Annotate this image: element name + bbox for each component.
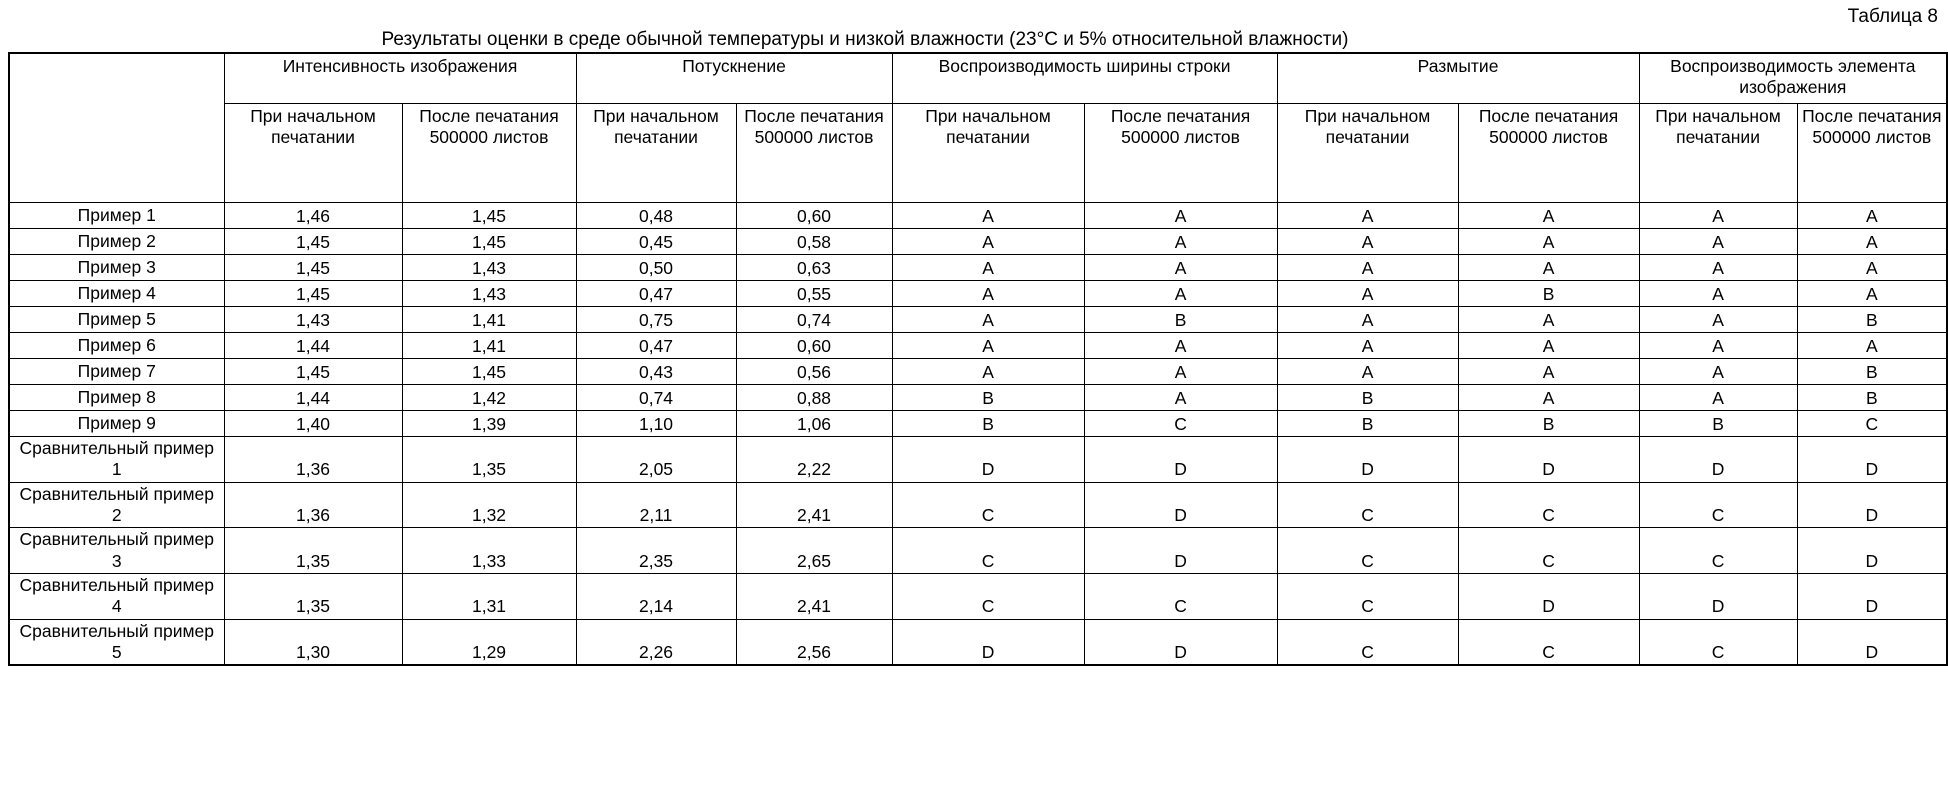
cell-value: D — [1084, 528, 1277, 574]
cell-value: 1,45 — [224, 359, 402, 385]
cell-value: B — [892, 411, 1084, 437]
cell-value: 1,44 — [224, 385, 402, 411]
cell-value: 1,45 — [224, 281, 402, 307]
subheader-row — [9, 104, 1947, 203]
table-row — [9, 385, 1947, 411]
cell-value: 1,41 — [402, 307, 576, 333]
cell-value: A — [1458, 203, 1639, 229]
cell-value: 2,26 — [576, 619, 736, 665]
cell-value: B — [892, 385, 1084, 411]
cell-value: A — [1639, 203, 1797, 229]
cell-value: A — [1639, 307, 1797, 333]
subheader-initial: При начальном печатании — [1639, 104, 1797, 203]
cell-value: A — [892, 281, 1084, 307]
cell-value: 0,74 — [576, 385, 736, 411]
cell-value: 2,41 — [736, 482, 892, 528]
cell-value: B — [1458, 281, 1639, 307]
cell-value: D — [1797, 574, 1947, 620]
cell-value: 1,32 — [402, 482, 576, 528]
cell-value: A — [1277, 307, 1458, 333]
cell-value: 0,47 — [576, 333, 736, 359]
table-row — [9, 574, 1947, 620]
cell-value: 1,35 — [224, 528, 402, 574]
cell-value: D — [1084, 482, 1277, 528]
cell-value: 1,41 — [402, 333, 576, 359]
cell-value: C — [1277, 619, 1458, 665]
row-label: Сравнительный пример 5 — [9, 619, 224, 665]
table-number-label: Таблица 8 — [1847, 6, 1938, 27]
cell-value: C — [1458, 528, 1639, 574]
cell-value: C — [1084, 574, 1277, 620]
cell-value: A — [1084, 385, 1277, 411]
cell-value: A — [1797, 333, 1947, 359]
cell-value: C — [1639, 528, 1797, 574]
cell-value: B — [1084, 307, 1277, 333]
cell-value: A — [1639, 229, 1797, 255]
cell-value: 1,44 — [224, 333, 402, 359]
row-label: Пример 3 — [9, 255, 224, 281]
cell-value: A — [1277, 333, 1458, 359]
cell-value: 1,39 — [402, 411, 576, 437]
row-label: Сравнительный пример 2 — [9, 482, 224, 528]
cell-value: A — [892, 255, 1084, 281]
table-row — [9, 203, 1947, 229]
cell-value: B — [1458, 411, 1639, 437]
cell-value: 0,50 — [576, 255, 736, 281]
cell-value: 0,63 — [736, 255, 892, 281]
subheader-initial: При начальном печатании — [892, 104, 1084, 203]
cell-value: 1,43 — [402, 281, 576, 307]
subheader-initial: При начальном печатании — [576, 104, 736, 203]
cell-value: A — [1797, 255, 1947, 281]
cell-value: C — [1797, 411, 1947, 437]
cell-value: A — [1277, 255, 1458, 281]
cell-value: 1,35 — [224, 574, 402, 620]
cell-value: 0,88 — [736, 385, 892, 411]
table-row — [9, 482, 1947, 528]
cell-value: 0,74 — [736, 307, 892, 333]
cell-value: A — [1458, 359, 1639, 385]
group-header-row — [9, 53, 1947, 104]
cell-value: D — [1639, 437, 1797, 483]
cell-value: D — [1797, 528, 1947, 574]
row-label: Пример 4 — [9, 281, 224, 307]
cell-value: A — [1458, 333, 1639, 359]
cell-value: 1,06 — [736, 411, 892, 437]
cell-value: 1,36 — [224, 482, 402, 528]
row-label: Сравнительный пример 1 — [9, 437, 224, 483]
cell-value: C — [1458, 619, 1639, 665]
cell-value: 1,42 — [402, 385, 576, 411]
cell-value: 1,31 — [402, 574, 576, 620]
cell-value: D — [892, 619, 1084, 665]
table-row — [9, 333, 1947, 359]
row-label: Пример 7 — [9, 359, 224, 385]
table-row — [9, 528, 1947, 574]
results-table — [8, 52, 1948, 666]
subheader-after: После печатания 500000 листов — [736, 104, 892, 203]
cell-value: A — [1084, 255, 1277, 281]
cell-value: A — [892, 359, 1084, 385]
row-label: Пример 9 — [9, 411, 224, 437]
cell-value: C — [1277, 482, 1458, 528]
row-label: Пример 1 — [9, 203, 224, 229]
table-header — [9, 53, 1947, 203]
cell-value: B — [1797, 307, 1947, 333]
cell-value: 0,47 — [576, 281, 736, 307]
cell-value: D — [1458, 437, 1639, 483]
table-row — [9, 255, 1947, 281]
cell-value: A — [1084, 203, 1277, 229]
row-label: Пример 6 — [9, 333, 224, 359]
subheader-initial: При начальном печатании — [224, 104, 402, 203]
table-row — [9, 307, 1947, 333]
table-body — [9, 203, 1947, 666]
cell-value: A — [892, 307, 1084, 333]
cell-value: D — [1639, 574, 1797, 620]
corner-cell — [9, 53, 224, 203]
subheader-initial: При начальном печатании — [1277, 104, 1458, 203]
cell-value: B — [1639, 411, 1797, 437]
cell-value: 1,10 — [576, 411, 736, 437]
subheader-after: После печатания 500000 листов — [1458, 104, 1639, 203]
table-row — [9, 437, 1947, 483]
cell-value: C — [1458, 482, 1639, 528]
cell-value: A — [1639, 281, 1797, 307]
cell-value: C — [892, 528, 1084, 574]
row-label: Пример 2 — [9, 229, 224, 255]
cell-value: C — [1639, 482, 1797, 528]
column-group-header: Интенсивность изображения — [224, 53, 576, 104]
cell-value: 0,43 — [576, 359, 736, 385]
cell-value: B — [1797, 385, 1947, 411]
cell-value: C — [892, 574, 1084, 620]
cell-value: 1,45 — [224, 255, 402, 281]
column-group-header: Размытие — [1277, 53, 1639, 104]
cell-value: A — [1639, 359, 1797, 385]
cell-value: C — [1639, 619, 1797, 665]
cell-value: 0,75 — [576, 307, 736, 333]
cell-value: B — [1277, 411, 1458, 437]
cell-value: A — [1639, 385, 1797, 411]
cell-value: 2,22 — [736, 437, 892, 483]
cell-value: 0,55 — [736, 281, 892, 307]
cell-value: A — [1084, 229, 1277, 255]
table-title: Результаты оценки в среде обычной температуры и низкой влажности (23°C и 5% относительной влажности) — [381, 29, 1349, 50]
subheader-after: После печатания 500000 листов — [1084, 104, 1277, 203]
table-row — [9, 619, 1947, 665]
cell-value: D — [1084, 619, 1277, 665]
cell-value: C — [1277, 574, 1458, 620]
cell-value: B — [1277, 385, 1458, 411]
cell-value: D — [1084, 437, 1277, 483]
table-row — [9, 411, 1947, 437]
cell-value: A — [1458, 229, 1639, 255]
cell-value: A — [1277, 281, 1458, 307]
cell-value: 0,56 — [736, 359, 892, 385]
column-group-header: Воспроизводимость элемента изображения — [1639, 53, 1947, 104]
cell-value: 1,46 — [224, 203, 402, 229]
cell-value: A — [1797, 229, 1947, 255]
cell-value: 1,45 — [402, 359, 576, 385]
cell-value: 2,56 — [736, 619, 892, 665]
cell-value: 1,45 — [402, 203, 576, 229]
cell-value: 1,40 — [224, 411, 402, 437]
cell-value: B — [1797, 359, 1947, 385]
cell-value: 1,45 — [402, 229, 576, 255]
cell-value: D — [1797, 482, 1947, 528]
cell-value: A — [1458, 255, 1639, 281]
cell-value: A — [1084, 359, 1277, 385]
cell-value: D — [1277, 437, 1458, 483]
table-row — [9, 359, 1947, 385]
cell-value: A — [1797, 203, 1947, 229]
cell-value: A — [1639, 333, 1797, 359]
cell-value: D — [1797, 437, 1947, 483]
row-label: Пример 5 — [9, 307, 224, 333]
cell-value: 0,60 — [736, 333, 892, 359]
column-group-header: Потускнение — [576, 53, 892, 104]
cell-value: 0,58 — [736, 229, 892, 255]
column-group-header: Воспроизводимость ширины строки — [892, 53, 1277, 104]
cell-value: A — [1458, 307, 1639, 333]
cell-value: 1,45 — [224, 229, 402, 255]
row-label: Сравнительный пример 3 — [9, 528, 224, 574]
cell-value: 0,60 — [736, 203, 892, 229]
cell-value: D — [1458, 574, 1639, 620]
cell-value: C — [892, 482, 1084, 528]
cell-value: 0,48 — [576, 203, 736, 229]
cell-value: A — [1639, 255, 1797, 281]
cell-value: A — [1797, 281, 1947, 307]
cell-value: 1,36 — [224, 437, 402, 483]
cell-value: A — [1277, 229, 1458, 255]
cell-value: D — [1797, 619, 1947, 665]
cell-value: 1,43 — [224, 307, 402, 333]
subheader-after: После печатания 500000 листов — [402, 104, 576, 203]
subheader-after: После печатания 500000 листов — [1797, 104, 1947, 203]
cell-value: 1,29 — [402, 619, 576, 665]
row-label: Сравнительный пример 4 — [9, 574, 224, 620]
cell-value: D — [892, 437, 1084, 483]
cell-value: A — [892, 229, 1084, 255]
cell-value: C — [1084, 411, 1277, 437]
cell-value: 1,30 — [224, 619, 402, 665]
table-row — [9, 229, 1947, 255]
cell-value: 2,11 — [576, 482, 736, 528]
cell-value: A — [1084, 333, 1277, 359]
cell-value: 2,41 — [736, 574, 892, 620]
cell-value: A — [1084, 281, 1277, 307]
cell-value: A — [1458, 385, 1639, 411]
table-row — [9, 281, 1947, 307]
cell-value: 2,35 — [576, 528, 736, 574]
cell-value: 2,05 — [576, 437, 736, 483]
cell-value: 1,33 — [402, 528, 576, 574]
cell-value: A — [1277, 359, 1458, 385]
row-label: Пример 8 — [9, 385, 224, 411]
cell-value: C — [1277, 528, 1458, 574]
cell-value: 2,14 — [576, 574, 736, 620]
cell-value: 2,65 — [736, 528, 892, 574]
cell-value: 1,43 — [402, 255, 576, 281]
cell-value: A — [1277, 203, 1458, 229]
cell-value: A — [892, 203, 1084, 229]
cell-value: 1,35 — [402, 437, 576, 483]
cell-value: 0,45 — [576, 229, 736, 255]
cell-value: A — [892, 333, 1084, 359]
